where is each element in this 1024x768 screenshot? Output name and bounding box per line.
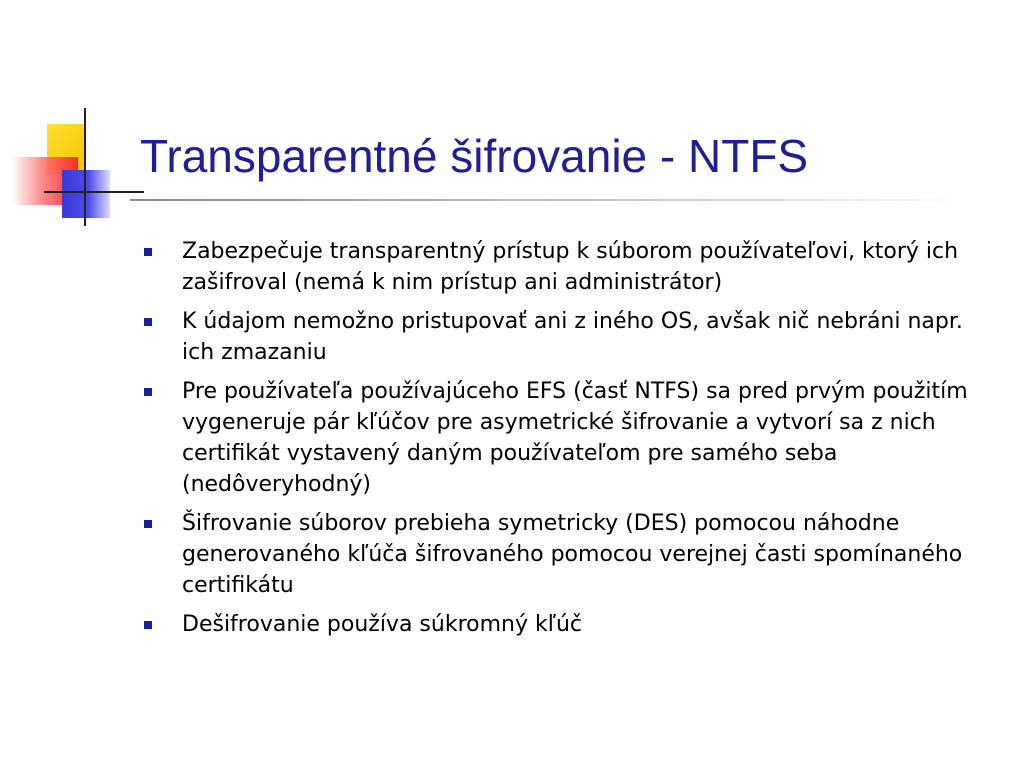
bullet-square-icon [144,318,152,326]
bullet-list [140,236,970,648]
title-divider [130,199,970,201]
list-item [140,609,970,640]
bullet-text: K údajom nemožno pristupovať ani z iného OS, avšak nič nebráni napr. ich zmazaniu [182,309,963,365]
bullet-square-icon [144,248,152,256]
bullet-text: Šifrovanie súborov prebieha symetricky (DES) pomocou náhodne generovaného kľúča šifrovaného pomocou verejnej časti spomínaného certifikátu [182,511,963,598]
list-item [140,508,970,601]
slide-logo [0,0,160,240]
list-item [140,306,970,368]
list-item [140,236,970,298]
bullet-square-icon [144,388,152,396]
bullet-square-icon [144,621,152,629]
bullet-text: Dešifrovanie používa súkromný kľúč [182,612,583,637]
slide-title: Transparentné šifrovanie - NTFS [140,130,809,182]
bullet-text: Zabezpečuje transparentný prístup k súborom používateľovi, ktorý ich zašifroval (nemá k nim prístup ani administrátor) [182,239,959,295]
list-item [140,376,970,500]
logo-vertical-line [84,108,86,226]
logo-blue-square [62,170,110,218]
logo-horizontal-line [44,191,144,193]
bullet-text: Pre používateľa používajúceho EFS (časť NTFS) sa pred prvým použitím vygeneruje pár kľúčov pre asymetrické šifrovanie a vytvorí sa z nich certifikát vystavený daným používateľom pre samého seba (nedôveryhodný) [182,379,968,497]
bullet-square-icon [144,520,152,528]
